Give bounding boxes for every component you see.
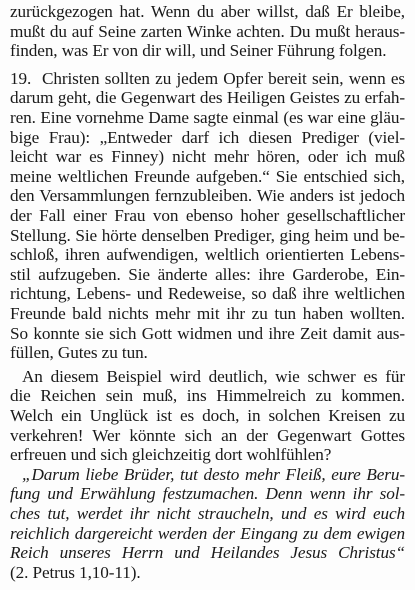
quote-line-2: fung und Erwählung festzumachen. Denn wenn ihr sol- xyxy=(10,484,405,504)
quote-line-5: Reich unseres Herrn und Heilandes Jesus Christus“ xyxy=(10,543,405,563)
paragraph-number: 19. xyxy=(10,68,32,88)
text-line-21: Welch ein Unglück ist es doch, in solchen Kreisen zu xyxy=(10,406,405,425)
quote-line-3: ches tut, werdet ihr nicht straucheln, und es wird euch xyxy=(10,504,405,523)
text-line-22: verkehren! Wer könnte sich an der Gegenwart Gottes xyxy=(10,425,405,445)
quote-line-1: „Darum liebe Brüder, tut desto mehr Fleiß, eure Beru- xyxy=(22,464,405,484)
text-line-13: schloß, ihren aufwendigen, weltlich orientierten Lebens- xyxy=(10,245,405,265)
text-line-11: der Fall einer Frau von ebenso hoher gesellschaftlicher xyxy=(10,206,405,225)
text-line-16: Freunde bald nichts mehr mit ihr zu tun haben wollten. xyxy=(10,304,405,323)
text-line-3: finden, was Er von dir will, und Seiner Führung folgen. xyxy=(10,41,387,61)
text-line-7: bige Frau): „Entweder darf ich diesen Prediger (viel- xyxy=(10,127,405,147)
text-line-10: den Versammlungen fernzubleiben. Wie anders ist jedoch xyxy=(10,186,405,206)
text-line-1: zurückgezogen hat. Wenn du aber willst, daß Er bleibe, xyxy=(10,2,405,21)
text-line-6: ren. Eine vornehme Dame sagte einmal (es war eine gläu- xyxy=(10,108,405,127)
text-line-8: leicht war es Finney) nicht mehr hören, oder ich muß xyxy=(10,147,405,167)
text-line-18: füllen, Gutes zu tun. xyxy=(10,343,148,363)
text-line-4: Christen sollten zu jedem Opfer bereit sein, wenn es xyxy=(42,68,405,88)
citation-line: (2. Petrus 1,10-11). xyxy=(10,562,141,582)
text-line-14: stil aufzugeben. Sie änderte alles: ihre Garderobe, Ein- xyxy=(10,264,405,284)
paragraph-19-first-line xyxy=(10,69,405,89)
text-line-17: So konnte sie sich Gott widmen und ihre Zeit damit aus- xyxy=(10,323,405,343)
text-line-5: darum geht, die Gegenwart des Heiligen Geistes zu erfah- xyxy=(10,88,405,108)
quote-line-4: reichlich dargereicht werden der Eingang zu dem ewigen xyxy=(10,523,405,543)
text-line-2: mußt du auf Seine zarten Winke achten. Du mußt heraus- xyxy=(10,21,405,41)
text-line-20: die Reichen sein muß, ins Himmelreich zu kommen. xyxy=(10,386,405,406)
text-line-9: meine weltlichen Freunde aufgeben.“ Sie entschied sich, xyxy=(10,166,405,186)
text-line-12: Stellung. Sie hörte denselben Prediger, ging heim und be- xyxy=(10,225,405,245)
text-line-15: richtung, Lebens- und Redeweise, so daß ihre weltlichen xyxy=(10,284,405,304)
text-line-23: erfreuen und sich gleichzeitig dort wohlfühlen? xyxy=(10,445,332,465)
text-line-19: An diesem Beispiel wird deutlich, wie schwer es für xyxy=(22,366,405,386)
